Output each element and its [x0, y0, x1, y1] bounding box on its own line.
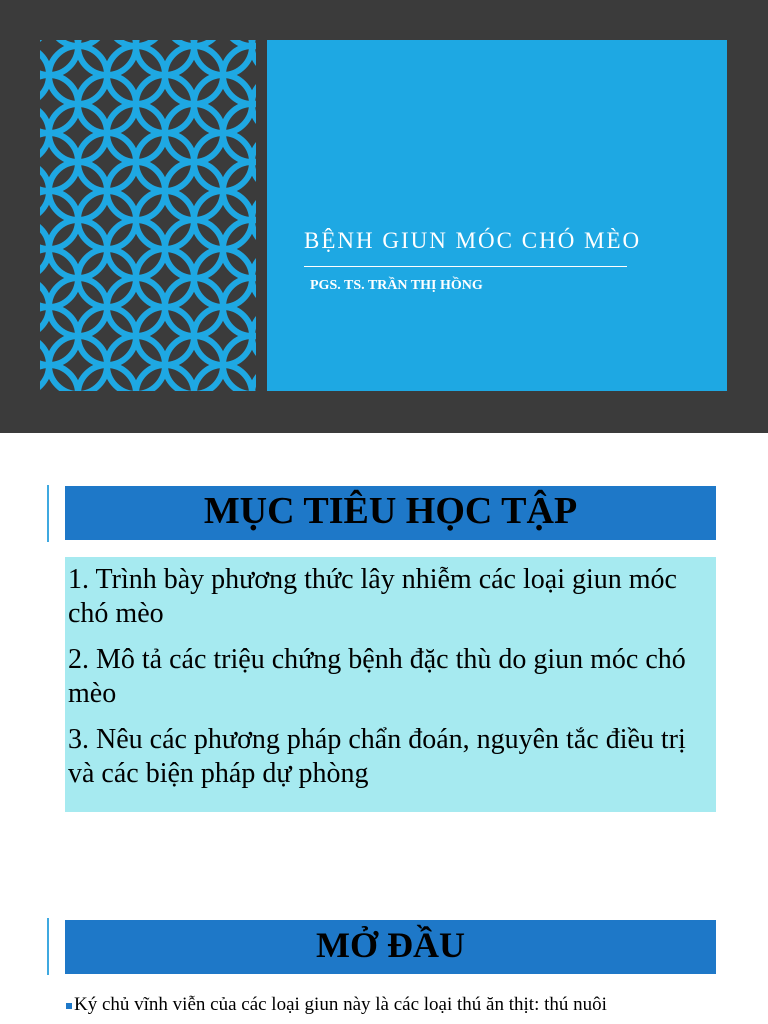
intro-accent-line [47, 918, 49, 975]
title-slide [0, 0, 768, 433]
title-panel [267, 40, 727, 391]
slide-title: BỆNH GIUN MÓC CHÓ MÈO [304, 228, 642, 253]
ring-pattern-graphic [40, 40, 256, 391]
author-subtitle: PGS. TS. TRẦN THỊ HỒNG [310, 278, 483, 293]
intro-bullet-text: Ký chủ vĩnh viễn của các loại giun này là các loại thú ăn thịt: thú nuôi [74, 994, 607, 1015]
square-bullet-icon [66, 1003, 72, 1009]
title-underline [304, 266, 627, 267]
objectives-box [65, 557, 716, 812]
objective-item: 1. Trình bày phương thức lây nhiễm các loại giun móc chó mèo [68, 564, 677, 629]
intro-heading: MỞ ĐẦU [65, 920, 716, 974]
objectives-heading: MỤC TIÊU HỌC TẬP [65, 486, 716, 540]
objectives-accent-line [47, 485, 49, 542]
objective-item: 3. Nêu các phương pháp chẩn đoán, nguyên tắc điều trị và các biện pháp dự phòng [68, 724, 686, 789]
objective-item: 2. Mô tả các triệu chứng bệnh đặc thù do giun móc chó mèo [68, 644, 686, 709]
intro-bullet [66, 993, 726, 1017]
decorative-ring-pattern [40, 40, 256, 391]
